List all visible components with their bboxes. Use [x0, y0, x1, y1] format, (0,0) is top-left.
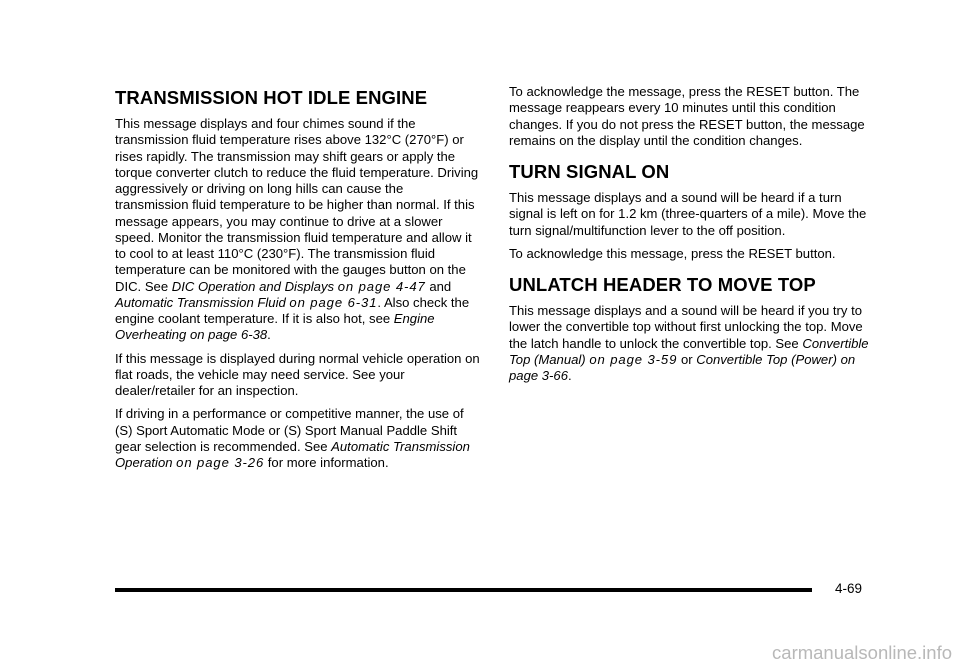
- watermark: carmanualsonline.info: [772, 642, 952, 663]
- section-heading-unlatch-header: UNLATCH HEADER TO MOVE TOP: [509, 274, 816, 295]
- ref-dic-operation-page[interactable]: on page 4-47: [337, 278, 426, 294]
- section-turn-signal: [509, 161, 879, 262]
- left-column: [115, 84, 480, 478]
- paragraph-transmission-hot: This message displays and four chimes sound if the transmission fluid temperature rises above 132°C (270°F) or rises rapidly. The transmission may shift gears or apply the torque converter clutch to reduce the fluid temperature. Driving aggressively or driving on long hills can cause the transmission fluid temperature to be higher than normal. If this message appears, you may continue to drive at a slower speed. Monitor the transmission fluid temperature and allow it to cool to at least 110°C (230°F). The transmission fluid temperature can be monitored with the gauges button on the DIC. See DIC Operation and Displays on page 4-47 and Automatic Transmission Fluid on page 6-31. Also check the engine coolant temperature. If it is also hot, see Engine Overheating on page 6-38.: [115, 116, 479, 343]
- ref-engine-overheating[interactable]: Engine Overheating on page 6-38: [115, 311, 435, 343]
- paragraph-normal-operation: If this message is displayed during normal vehicle operation on flat roads, the vehicle may need service. See your dealer/retailer for an inspection.: [115, 350, 480, 398]
- ref-convertible-top-power[interactable]: Convertible Top (Power) on page 3-66: [509, 351, 856, 383]
- ref-automatic-transmission-fluid[interactable]: Automatic Transmission Fluid: [115, 294, 286, 310]
- page-number: 4-69: [835, 581, 863, 596]
- paragraph-turn-signal: This message displays and a sound will be heard if a turn signal is left on for 1.2 km (three-quarters of a mile). Move the turn signal/multifunction lever to the off position.: [509, 190, 867, 238]
- ref-automatic-transmission-fluid-page[interactable]: on page 6-31: [289, 294, 378, 310]
- right-column: [509, 84, 879, 391]
- ref-dic-operation[interactable]: DIC Operation and Displays: [171, 278, 335, 294]
- section-heading-transmission-hot-idle: TRANSMISSION HOT IDLE ENGINE: [115, 87, 428, 108]
- paragraph-turn-signal-acknowledge: To acknowledge this message, press the RESET button.: [509, 245, 836, 261]
- paragraph-performance-driving: If driving in a performance or competitive manner, the use of (S) Sport Automatic Mode or (S) Sport Manual Paddle Shift gear selection is recommended. See Automatic Transmission Operation on page 3-26 for more information.: [115, 406, 470, 470]
- ref-convertible-top-manual-page[interactable]: on page 3-59: [589, 351, 678, 367]
- section-unlatch-header: [509, 274, 879, 384]
- paragraph-acknowledge-message: To acknowledge the message, press the RESET button. The message reappears every 10 minutes until this condition changes. If you do not press the RESET button, the message remains on the display until the condition changes.: [509, 84, 865, 148]
- paragraph-unlatch-header: This message displays and a sound will be heard if you try to lower the convertible top without first unlocking the top. Move the latch handle to unlock the convertible top. See Convertible Top (Manual) on page 3-59 or Convertible Top (Power) on page 3-66.: [509, 303, 869, 383]
- section-heading-turn-signal-on: TURN SIGNAL ON: [509, 161, 670, 182]
- footer-rule: [115, 588, 812, 592]
- ref-automatic-transmission-operation[interactable]: Automatic Transmission Operation: [115, 438, 470, 470]
- ref-automatic-transmission-operation-page[interactable]: on page 3-26: [176, 455, 265, 470]
- ref-convertible-top-manual[interactable]: Convertible Top (Manual): [509, 335, 869, 367]
